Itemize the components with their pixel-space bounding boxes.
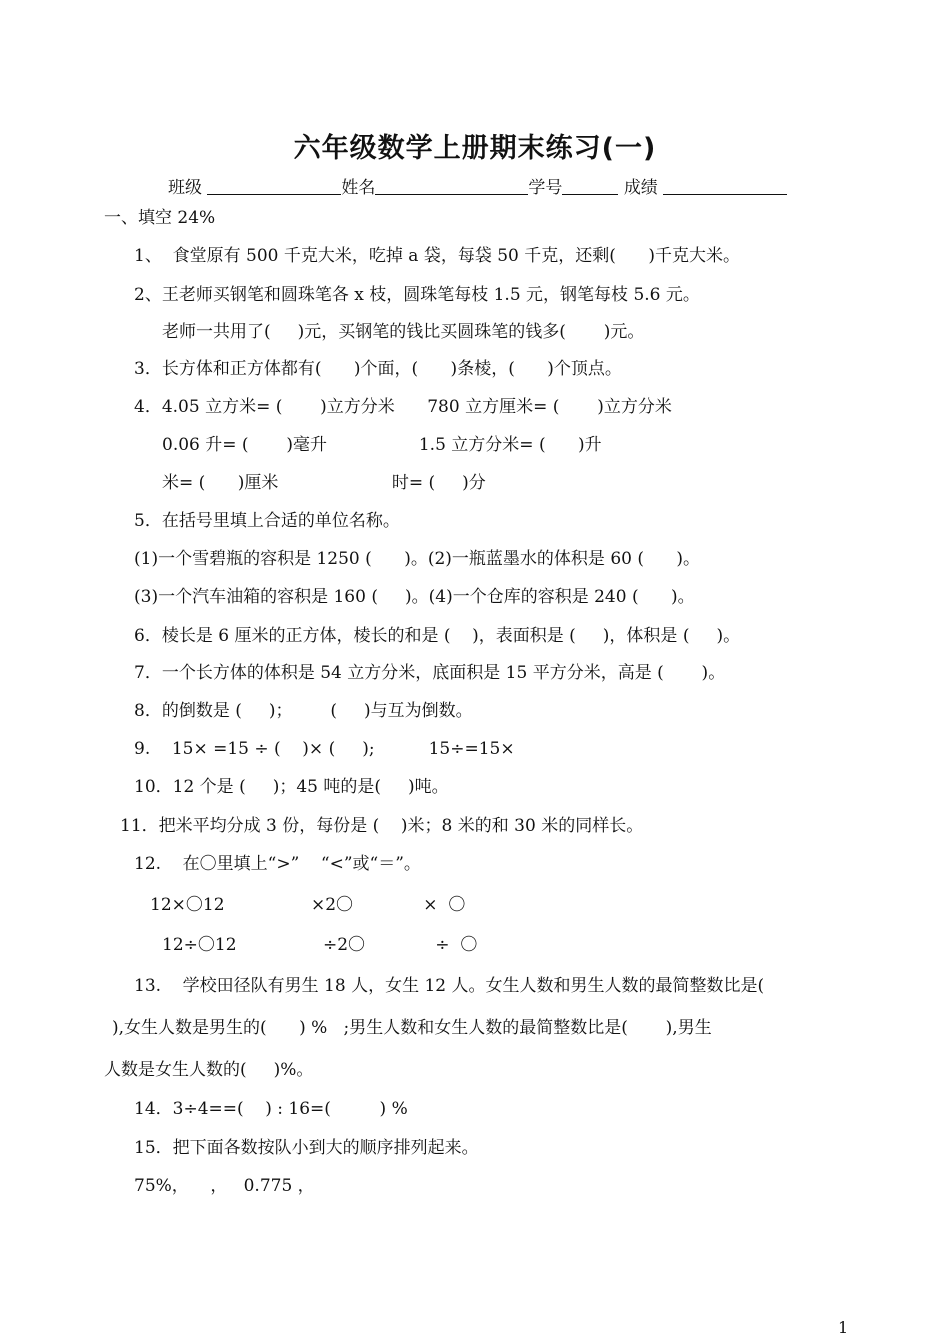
question-15-values: 75%， ， 0.775 ， [134,1176,315,1196]
question-4-row2: 0.06 升= ( )毫升 1.5 立方分米= ( )升 [162,435,602,455]
question-12-row1: 12×〇12 ×2〇 × 〇 [150,895,466,915]
question-11: 11．把米平均分成 3 份，每份是 ( )米；8 米的和 30 米的同样长。 [120,816,644,836]
question-14: 14．3÷4==( ) : 16=( ) % [134,1099,408,1119]
question-13-cont: ),女生人数是男生的( ) % ;男生人数和女生人数的最简整数比是( ),男生 [112,1018,712,1038]
class-label: 班级 [168,178,202,198]
student-id-label: 学号 [528,178,563,198]
question-9: 9. 15× =15 ÷ ( )× ( ); 15÷=15× [134,739,515,759]
score-label: 成绩 [623,178,658,198]
name-blank [375,178,528,195]
question-3: 3．长方体和正方体都有( )个面，( )条棱，( )个顶点。 [134,359,622,379]
question-2-cont: 老师一共用了( )元，买钢笔的钱比买圆珠笔的钱多( )元。 [162,322,645,342]
page-title: 六年级数学上册期末练习(一) [293,133,657,164]
class-blank [207,178,341,195]
page-number: 1 [838,1318,849,1337]
question-15: 15．把下面各数按队小到大的顺序排列起来。 [134,1138,479,1158]
score-blank [663,178,787,195]
question-1: 1、 食堂原有 500 千克大米，吃掉 a 袋，每袋 50 千克，还剩( )千克大米。 [134,246,740,266]
student-id-blank [562,178,618,195]
question-2: 2、王老师买钢笔和圆珠笔各 x 枝，圆珠笔每枝 1.5 元，钢笔每枝 5.6 元。 [134,285,700,305]
question-4-row3: 米= ( )厘米 时= ( )分 [162,473,486,493]
question-10: 10．12 个是 ( )；45 吨的是( )吨。 [134,777,449,797]
student-info-row [168,177,787,199]
question-5: 5．在括号里填上合适的单位名称。 [134,511,400,531]
question-13-end: 人数是女生人数的( )%。 [104,1060,314,1080]
question-13: 13. 学校田径队有男生 18 人，女生 12 人。女生人数和男生人数的最简整数比是( [134,976,765,996]
question-8: 8．的倒数是 ( )； ( )与互为倒数。 [134,701,473,721]
section-heading: 一、填空 24% [104,208,216,228]
question-12-row2: 12÷〇12 ÷2〇 ÷ 〇 [162,935,478,955]
question-12: 12. 在〇里填上“>” “<”或“＝”。 [134,854,421,874]
question-7: 7．一个长方体的体积是 54 立方分米，底面积是 15 平方分米，高是 ( )。 [134,663,726,683]
question-5-items-1: (1)一个雪碧瓶的容积是 1250 ( )。(2)一瓶蓝墨水的体积是 60 ( )。 [134,549,701,569]
question-6: 6．棱长是 6 厘米的正方体，棱长的和是 ( )，表面积是 ( )，体积是 ( )。 [134,626,741,646]
question-4: 4．4.05 立方米= ( )立方分米 780 立方厘米= ( )立方分米 [134,397,672,417]
question-5-items-2: (3)一个汽车油箱的容积是 160 ( )。(4)一个仓库的容积是 240 ( )。 [134,587,695,607]
name-label: 姓名 [341,178,376,198]
